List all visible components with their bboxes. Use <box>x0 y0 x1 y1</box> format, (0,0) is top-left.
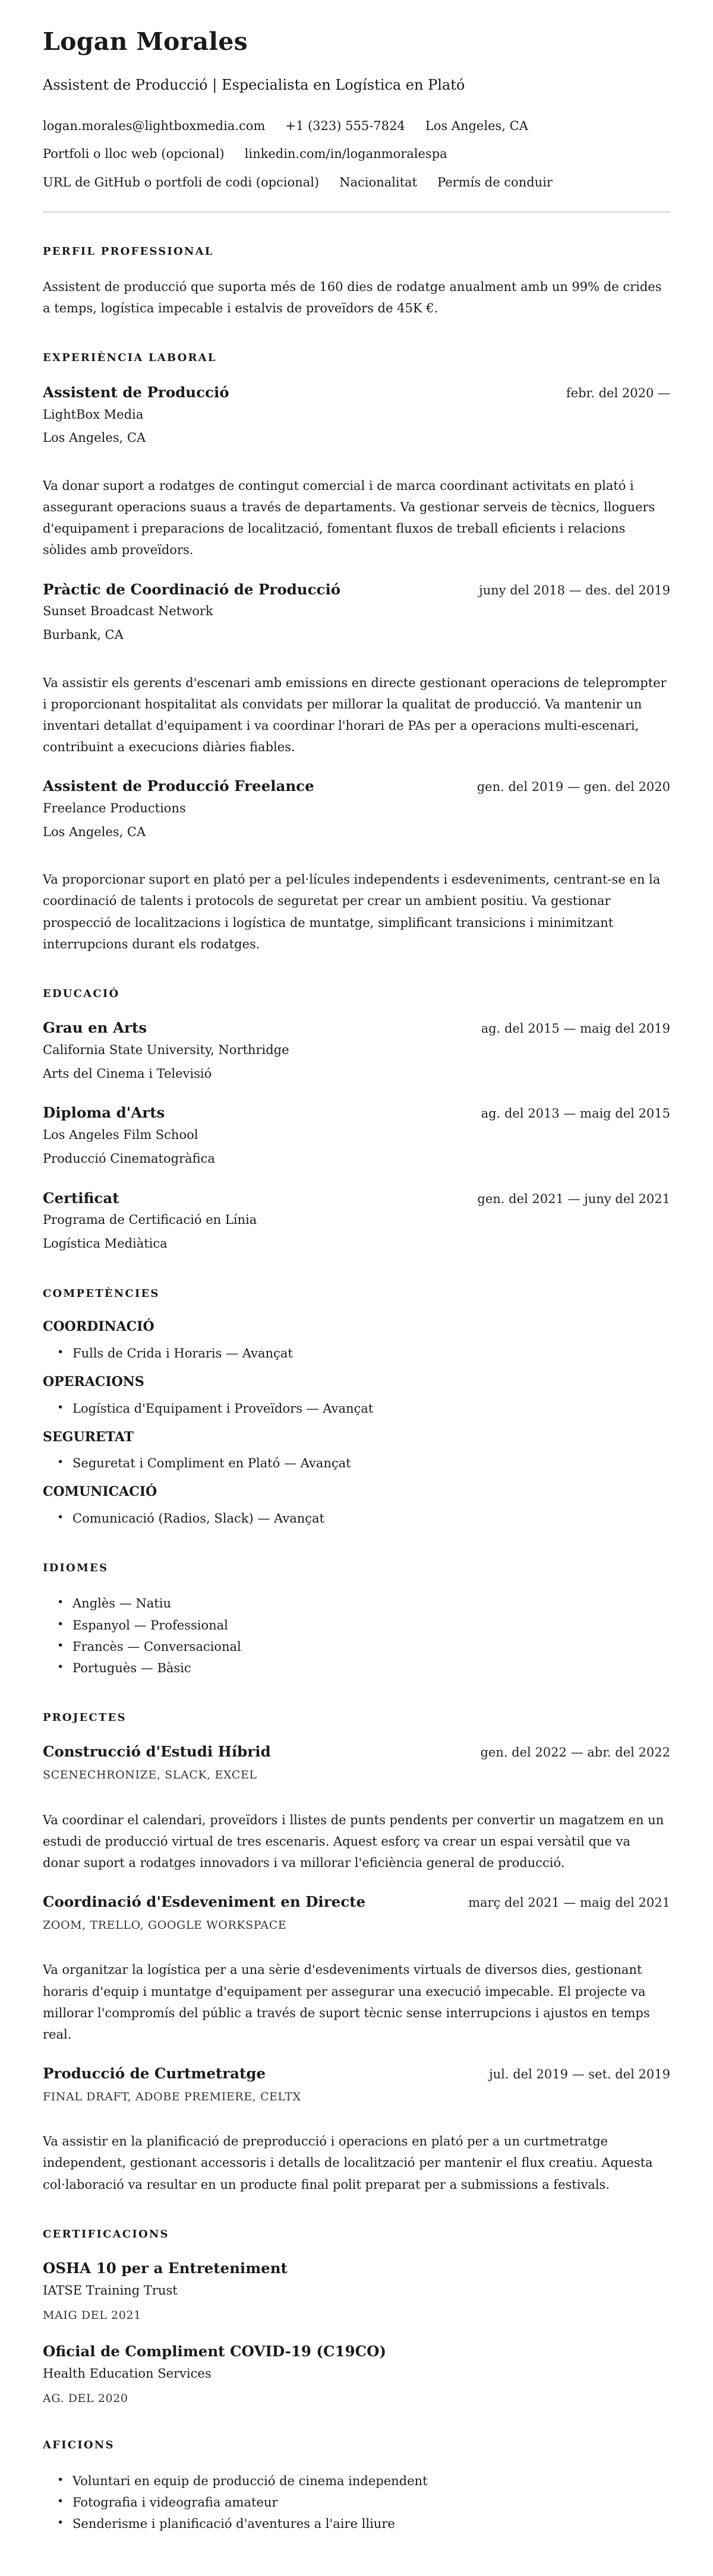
section-certifications <box>43 2227 670 2407</box>
project-tools: SCENECHRONIZE, SLACK, EXCEL <box>43 1768 257 1782</box>
project-entry <box>43 1742 670 1874</box>
job-company: Freelance Productions <box>43 801 186 815</box>
job-description: Va proporcionar suport en plató per a pel·lícules independents i esdeveniments, centrant-se en la coordinació de talents i protocols de seguretat per crear un ambient positiu. Va gestionar prospecció de localitzacions i logística de muntatge, simplificant transicions i minimitzant interrupcions durant els rodatges. <box>43 872 661 951</box>
project-entry-head <box>43 1893 670 1912</box>
job-entry-head <box>43 580 670 599</box>
job-description: Va assistir els gerents d'escenari amb emissions en directe gestionant operacions de teleprompter i proporcionant hospitalitat als convidats per millorar la qualitat de producció. Va mantenir un inventari detallat d'equipament i va coordinar l'horari de PAs per a operacions multi-escenari, contribuint a execucions diàries fiables. <box>43 675 667 755</box>
section-experience <box>43 351 670 954</box>
degree-dates: ag. del 2013 — maig del 2015 <box>481 1106 670 1121</box>
projects-heading: PROJECTES <box>43 1711 127 1724</box>
project-description: Va coordinar el calendari, proveïdors i llistes de punts pendents per convertir un magatzem en un estudi de producció virtual de tres escenaris. Aquest esforç va crear un espai versàtil que va donar suport a rodatges innovadors i va millorar l'eficiència general de producció. <box>43 1812 664 1870</box>
skill-list <box>43 1452 670 1474</box>
job-dates: gen. del 2019 — gen. del 2020 <box>477 780 670 795</box>
profile-summary: Assistent de producció que suporta més de 160 dies de rodatge anualment amb un 99% de crides a temps, logística impecable i estalvis de proveïdors de 45K €. <box>43 280 662 316</box>
job-entry-head <box>43 777 670 796</box>
education-entry <box>43 1018 670 1084</box>
skill-list <box>43 1398 670 1419</box>
section-education <box>43 987 670 1255</box>
job-company: Sunset Broadcast Network <box>43 604 213 619</box>
language-item: • Anglès — Natiu <box>43 1593 670 1614</box>
language-item: • Francès — Conversacional <box>43 1636 670 1657</box>
job-entry-head <box>43 383 670 402</box>
section-skills <box>43 1287 670 1529</box>
job-location: Burbank, CA <box>43 628 124 643</box>
profile-heading: PERFIL PROFESSIONAL <box>43 245 214 258</box>
skill-group <box>43 1429 670 1474</box>
skill-item: • Seguretat i Compliment en Plató — Avançat <box>43 1452 670 1474</box>
degree-title: Grau en Arts <box>43 1019 147 1037</box>
header-divider <box>43 211 670 213</box>
skill-item: • Fulls de Crida i Horaris — Avançat <box>43 1343 670 1364</box>
degree-dates: ag. del 2015 — maig del 2019 <box>481 1021 670 1036</box>
hobby-item: • Fotografia i videografia amateur <box>43 2492 670 2513</box>
project-title: Coordinació d'Esdeveniment en Directe <box>43 1893 366 1911</box>
languages-heading: IDIOMES <box>43 1562 109 1575</box>
certifications-heading: CERTIFICACIONS <box>43 2227 169 2240</box>
project-dates: gen. del 2022 — abr. del 2022 <box>480 1745 670 1760</box>
job-company: LightBox Media <box>43 407 144 422</box>
certification-title: Oficial de Compliment COVID-19 (C19CO) <box>43 2343 387 2360</box>
school-name: California State University, Northridge <box>43 1043 289 1058</box>
skill-group <box>43 1374 670 1419</box>
skill-item: • Logística d'Equipament i Proveïdors — Avançat <box>43 1398 670 1419</box>
hobby-list <box>43 2470 670 2534</box>
certification-date: MAIG DEL 2021 <box>43 2308 141 2322</box>
skill-group-name: COORDINACIÓ <box>43 1319 154 1335</box>
job-dates: febr. del 2020 — <box>566 385 670 400</box>
hobby-item: • Voluntari en equip de producció de cinema independent <box>43 2470 670 2492</box>
hobby-item: • Senderisme i planificació d'aventures a l'aire lliure <box>43 2513 670 2534</box>
certification-date: AG. DEL 2020 <box>43 2391 128 2405</box>
skill-list <box>43 1343 670 1364</box>
skill-group-name: OPERACIONS <box>43 1374 144 1390</box>
contact-location: Los Angeles, CA <box>425 118 528 133</box>
school-name: Los Angeles Film School <box>43 1128 198 1143</box>
education-entry-head <box>43 1189 670 1208</box>
contact-nationality: Nacionalitat <box>339 175 418 190</box>
field-of-study: Logística Mediàtica <box>43 1236 168 1251</box>
certification-issuer: Health Education Services <box>43 2366 212 2381</box>
skill-list <box>43 1508 670 1529</box>
education-entry <box>43 1189 670 1255</box>
job-dates: juny del 2018 — des. del 2019 <box>479 583 670 597</box>
contact-portfolio: Portfoli o lloc web (opcional) <box>43 147 225 162</box>
skill-group <box>43 1483 670 1529</box>
project-entry <box>43 1893 670 2045</box>
education-heading: EDUCACIÓ <box>43 987 120 1000</box>
job-location: Los Angeles, CA <box>43 824 146 839</box>
job-description: Va donar suport a rodatges de contingut comercial i de marca coordinant activitats en plató i assegurant operacions suaus a través de departaments. Va gestionar serveis de tècnics, lloguers d'equipament i preparacions de localització, fomentant fluxos de treball eficients i relacions sòlides amb proveïdors. <box>43 479 655 558</box>
job-title: Assistent de Producció <box>43 383 229 401</box>
language-item: • Portuguès — Bàsic <box>43 1657 670 1679</box>
contact-phone: +1 (323) 555-7824 <box>285 118 405 133</box>
skill-group <box>43 1318 670 1364</box>
language-item: • Espanyol — Professional <box>43 1615 670 1636</box>
skill-group-name: COMUNICACIÓ <box>43 1484 157 1500</box>
degree-title: Diploma d'Arts <box>43 1104 165 1122</box>
school-name: Programa de Certificació en Línia <box>43 1213 257 1227</box>
project-title: Producció de Curtmetratge <box>43 2064 266 2082</box>
section-profile <box>43 245 670 319</box>
section-hobbies <box>43 2438 670 2534</box>
project-title: Construcció d'Estudi Híbrid <box>43 1743 271 1761</box>
project-description: Va organitzar la logística per a una sèrie d'esdeveniments virtuals de diversos dies, gestionant horaris d'equip i muntatge d'equipament per assegurar una execució impecable. El projecte va millorar l'compromís del públic a través de suport tècnic sense interrupcions i ajustos en temps real. <box>43 1963 650 2042</box>
field-of-study: Arts del Cinema i Televisió <box>43 1066 212 1081</box>
candidate-name: Logan Morales <box>43 27 248 56</box>
skill-group-name: SEGURETAT <box>43 1429 134 1445</box>
project-entry-head <box>43 2064 670 2083</box>
certification-entry <box>43 2342 670 2406</box>
contact-driving-license: Permís de conduir <box>437 175 553 190</box>
certification-issuer: IATSE Training Trust <box>43 2283 178 2297</box>
contact-row-2 <box>43 144 670 165</box>
hobbies-heading: AFICIONS <box>43 2439 115 2452</box>
project-entry-head <box>43 1742 670 1761</box>
skills-heading: COMPETÈNCIES <box>43 1287 160 1300</box>
contact-row-3 <box>43 172 670 194</box>
contact-linkedin: linkedin.com/in/loganmoralespa <box>244 147 447 162</box>
degree-title: Certificat <box>43 1189 119 1207</box>
certification-entry <box>43 2259 670 2323</box>
contact-email: logan.morales@lightboxmedia.com <box>43 118 266 133</box>
job-location: Los Angeles, CA <box>43 431 146 445</box>
experience-heading: EXPERIÈNCIA LABORAL <box>43 352 217 365</box>
contact-github: URL de GitHub o portfoli de codi (opcional) <box>43 175 320 190</box>
candidate-headline: Assistent de Producció | Especialista en Logística en Plató <box>43 77 465 94</box>
project-tools: ZOOM, TRELLO, GOOGLE WORKSPACE <box>43 1918 287 1932</box>
education-entry <box>43 1103 670 1169</box>
project-entry <box>43 2064 670 2195</box>
project-description: Va assistir en la planificació de preproducció i operacions en plató per a un curtmetratge independent, gestionant accessoris i detalls de localització per mantenir el flux creatiu. Aquesta col·laboració va resultar en un producte final polit preparat per a submissions a festivals. <box>43 2134 653 2192</box>
section-projects <box>43 1711 670 2195</box>
degree-dates: gen. del 2021 — juny del 2021 <box>477 1191 670 1206</box>
project-dates: jul. del 2019 — set. del 2019 <box>489 2067 670 2081</box>
resume-header <box>43 27 670 213</box>
contact-row-1 <box>43 116 670 137</box>
job-entry <box>43 777 670 955</box>
section-languages <box>43 1561 670 1679</box>
education-entry-head <box>43 1018 670 1037</box>
skill-item: • Comunicació (Radios, Slack) — Avançat <box>43 1508 670 1529</box>
job-title: Pràctic de Coordinació de Producció <box>43 580 341 598</box>
field-of-study: Producció Cinematogràfica <box>43 1151 215 1166</box>
certification-title: OSHA 10 per a Entreteniment <box>43 2259 288 2277</box>
project-tools: FINAL DRAFT, ADOBE PREMIERE, CELTX <box>43 2090 301 2103</box>
job-entry <box>43 580 670 758</box>
language-list <box>43 1593 670 1678</box>
job-entry <box>43 383 670 561</box>
education-entry-head <box>43 1103 670 1122</box>
job-title: Assistent de Producció Freelance <box>43 777 314 795</box>
project-dates: març del 2021 — maig del 2021 <box>468 1895 670 1910</box>
